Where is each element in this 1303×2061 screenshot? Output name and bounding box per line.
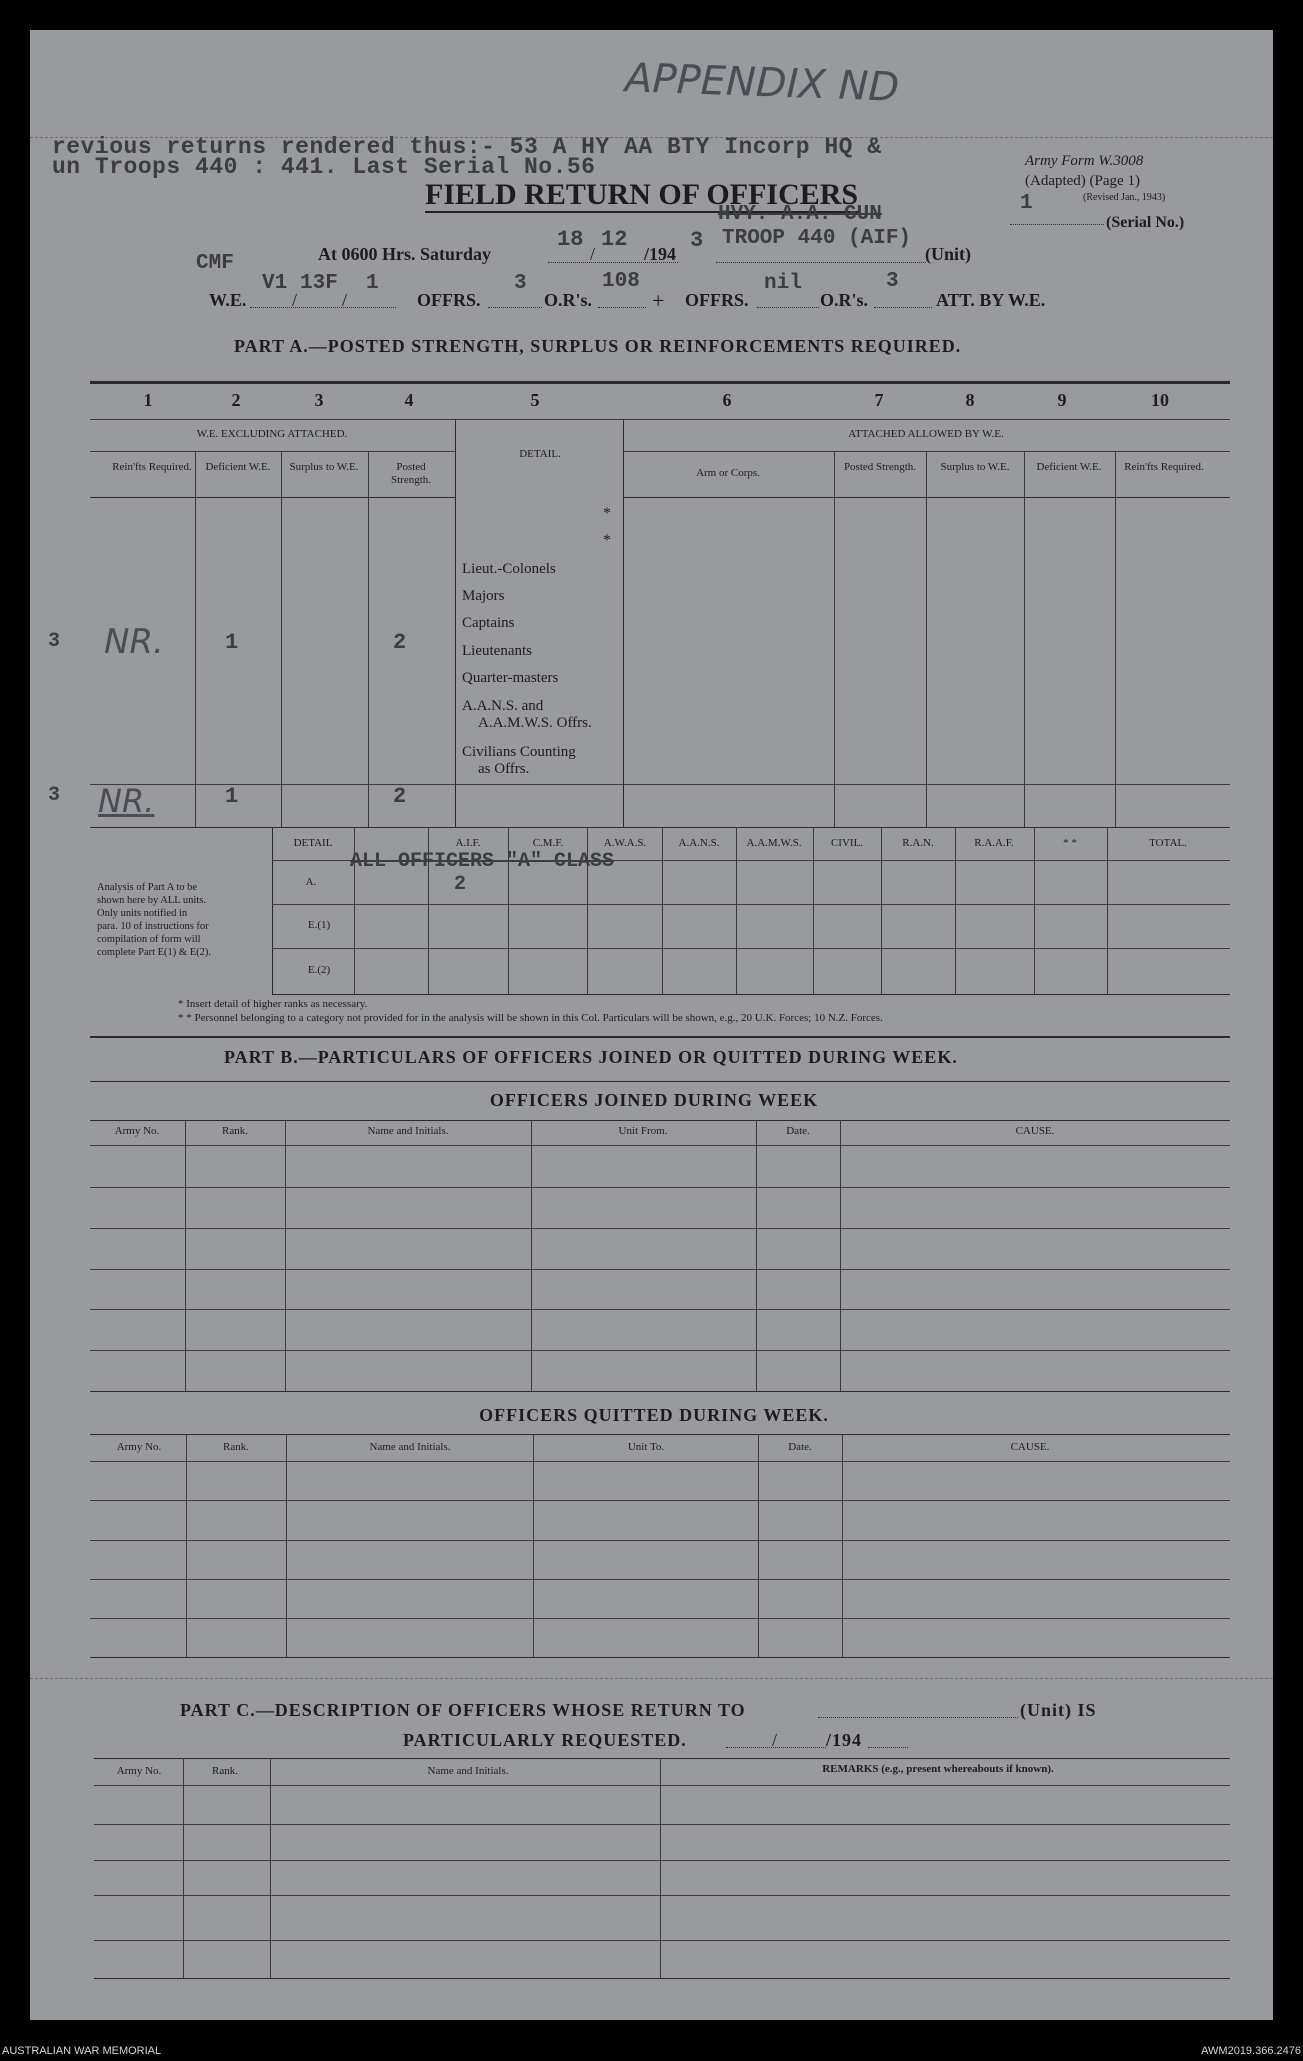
detail-head: DETAIL. [519,448,561,460]
part-c-head-remarks: REMARKS (e.g., present whereabouts if known). [822,1763,1054,1775]
analysis-head-aans: A.A.N.S. [678,837,720,849]
part-c-year: /194 [826,1730,863,1750]
head-att-reinfts: Rein'fts Required. [1124,461,1204,473]
col-number-9: 9 [1057,390,1067,410]
joined-bottom-rule [90,1391,1230,1392]
previous-returns-line-1: revious returns rendered thus:- 53 A HY AA BTY Incorp HQ & [52,134,882,160]
we-excluding-attached-head: W.E. EXCLUDING ATTACHED. [196,428,348,440]
col-number-6: 6 [722,390,732,410]
joined-head-date: Date. [786,1125,810,1137]
analysis-head-aamws: A.A.M.W.S. [746,837,802,849]
part-c-title: PART C.—DESCRIPTION OF OFFICERS WHOSE RETURN TO [180,1700,746,1720]
offrs2-dots [757,307,819,308]
joined-head-rank: Rank. [222,1125,248,1137]
year-digit: 3 [690,228,704,253]
year-label: /194 [644,244,677,264]
analysis-col-8 [881,827,882,994]
analysis-col-7 [813,827,814,994]
serial-label: (Serial No.) [1106,214,1185,231]
part-a-col-8-9 [1024,451,1025,827]
analysis-note-line-4: para. 10 of instructions for [97,921,209,932]
offrs2-label: OFFRS. [685,290,749,310]
we-dots [250,307,396,308]
quitted-header-rule [90,1461,1230,1462]
analysis-row-e1: E.(1) [307,919,331,931]
we-value-1: V1 [262,272,288,295]
head-att-posted-strength: Posted Strength. [843,461,917,473]
we-slash-1: / [292,290,298,310]
part-c-line-2: PARTICULARLY REQUESTED. [403,1730,687,1750]
analysis-head-ran: R.A.N. [902,837,934,849]
rank-majors: Majors [462,588,505,604]
part-c-row-2 [94,1860,1230,1861]
part-c-row-1 [94,1824,1230,1825]
head-att-surplus: Surplus to W.E. [940,461,1010,473]
joined-head-army-no: Army No. [114,1125,160,1137]
page-title: FIELD RETURN OF OFFICERS [425,178,859,211]
quitted-col-2 [286,1434,287,1657]
rank-aans: A.A.N.S. and [462,698,544,714]
part-a-col-7-8 [926,451,927,827]
part-c-head-rank: Rank. [212,1765,238,1777]
part-c-col-1 [183,1758,184,1978]
joined-col-4 [756,1120,757,1391]
total-deficient: 1 [225,784,239,809]
form-adapted-page: (Adapted) (Page 1) [1025,173,1140,189]
part-a-header-rule [90,497,455,498]
quitted-head-rank: Rank. [223,1441,249,1453]
quitted-head-unit-to: Unit To. [627,1441,665,1453]
quitted-row-1 [90,1500,1230,1501]
part-c-unit-dots [818,1717,1018,1718]
unit-dots [716,262,926,263]
officers-joined-title: OFFICERS JOINED DURING WEEK [489,1090,819,1110]
part-c-unit-is: (Unit) IS [1020,1700,1097,1720]
quitted-col-5 [842,1434,843,1657]
joined-head-name: Name and Initials. [367,1125,449,1137]
head-surplus-to-we: Surplus to W.E. [289,461,359,473]
analysis-head-cmf: C.M.F. [532,837,564,849]
analysis-col-10 [1034,827,1035,994]
quitted-head-name: Name and Initials. [369,1441,451,1453]
head-reinfts-required: Rein'fts Required. [112,461,192,473]
higher-rank-star-1: * [603,505,611,522]
part-a-col-3-4 [368,451,369,827]
quitted-head-date: Date. [788,1441,812,1453]
footer-left-credit: AUSTRALIAN WAR MEMORIAL [2,2045,162,2057]
part-b-title-rule [90,1081,1230,1082]
analysis-head-total: TOTAL. [1149,837,1187,849]
head-posted-strength: Posted Strength. [390,461,432,486]
footer-right-accession: AWM2019.366.2476 [1201,2045,1301,2057]
ors2-dots [874,307,932,308]
joined-head-unit-from: Unit From. [618,1125,668,1137]
analysis-col-5 [662,827,663,994]
part-a-col-6-7 [834,451,835,827]
footnote-higher-ranks: * Insert detail of higher ranks as necessary. [178,998,368,1010]
form-sheet [30,30,1273,2020]
at-hours-label: At 0600 Hrs. Saturday [318,244,492,264]
we-value-3: 1 [366,272,379,295]
part-a-title: PART A.—POSTED STRENGTH, SURPLUS OR REINFORCEMENTS REQUIRED. [234,336,962,356]
joined-col-5 [840,1120,841,1391]
offrs2-value: nil [764,272,802,295]
ors2-value: 3 [886,270,899,293]
analysis-head-raaf: R.A.A.F. [974,837,1014,849]
analysis-left-edge [272,827,273,994]
analysis-aif-value: 2 [454,873,467,896]
quitted-col-3 [533,1434,534,1657]
part-a-col-2-3 [281,451,282,827]
joined-row-1 [90,1187,1230,1188]
part-c-head-name: Name and Initials. [427,1765,509,1777]
rank-civilians: Civilians Counting [462,744,576,760]
head-arm-or-corps: Arm or Corps. [696,467,760,479]
analysis-note-line-3: Only units notified in [97,908,188,919]
rank-lieut-colonels: Lieut.-Colonels [462,561,556,577]
analysis-note-line-5: compilation of form will [97,934,201,945]
analysis-bottom-rule [272,994,1230,995]
part-a-total-rule [90,784,1230,785]
part-a-col-4-5 [455,419,456,827]
part-c-row-4 [94,1940,1230,1941]
head-deficient-we: Deficient W.E. [205,461,271,473]
analysis-head-detail: DETAIL [293,837,333,849]
part-c-col-2 [270,1758,271,1978]
joined-row-3 [90,1269,1230,1270]
appendix-handwriting: APPENDIX ND [624,55,900,111]
analysis-row-a: A. [305,876,317,888]
analysis-row-e1-rule [272,948,1230,949]
offrs-value: 3 [514,272,527,295]
joined-row-5 [90,1350,1230,1351]
total-reinfts-nr: NR. [98,782,155,820]
col-number-5: 5 [530,390,540,410]
ors-dots [598,307,646,308]
attached-allowed-head: ATTACHED ALLOWED BY W.E. [848,428,1004,440]
offrs-label: OFFRS. [417,290,481,310]
serial-number-dots [1010,224,1104,225]
analysis-col-11 [1107,827,1108,994]
quitted-head-army-no: Army No. [116,1441,162,1453]
part-a-col-5-6 [623,419,624,827]
plus-sign: + [652,288,665,313]
analysis-head-awas: A.W.A.S. [603,837,647,849]
unit-value: TROOP 440 (AIF) [722,227,912,250]
analysis-row-a-rule [272,904,1230,905]
we-label: W.E. [209,290,247,310]
part-c-bottom-rule [94,1978,1230,1979]
form-revised: (Revised Jan., 1943) [1083,192,1166,203]
joined-col-1 [185,1120,186,1391]
date-month: 12 [601,227,628,252]
analysis-head-other: * * [1063,837,1077,849]
part-c-row-3 [94,1895,1230,1896]
date-day: 18 [557,227,584,252]
higher-rank-star-2: * [603,532,611,549]
lieutenants-reinfts-nr: NR. [104,622,164,662]
joined-col-3 [531,1120,532,1391]
col-number-7: 7 [874,390,884,410]
ors-value: 108 [602,270,640,293]
ors2-label: O.R's. [820,290,869,310]
rank-captains: Captains [462,615,515,631]
analysis-head-civil: CIVIL. [830,837,864,849]
serial-number-value: 1 [1020,192,1033,215]
col-number-2: 2 [231,390,241,410]
total-margin-value: 3 [48,784,61,807]
analysis-note-line-1: Analysis of Part A to be [97,882,198,893]
quitted-row-4 [90,1618,1230,1619]
cmf-annotation: CMF [196,252,234,275]
we-value-2: 13F [300,272,338,295]
analysis-note-line-6: complete Part E(1) & E(2). [97,947,212,958]
analysis-note [97,881,211,959]
joined-col-2 [285,1120,286,1391]
previous-returns-line-2: un Troops 440 : 441. Last Serial No.56 [52,154,596,180]
col-number-3: 3 [314,390,324,410]
offrs-dots [488,307,542,308]
rank-aamws: A.A.M.W.S. Offrs. [478,715,592,731]
part-c-top-rule [94,1758,1230,1759]
quitted-col-1 [186,1434,187,1657]
col-number-8: 8 [965,390,975,410]
total-posted: 2 [393,784,407,809]
joined-row-4 [90,1309,1230,1310]
fold-line-bottom [30,1678,1273,1679]
analysis-footnote-rule [90,1036,1230,1038]
analysis-col-9 [955,827,956,994]
part-a-bottom-rule [90,827,1230,828]
date-slash: / [590,244,596,264]
unit-label: (Unit) [925,244,971,264]
quitted-bottom-rule [90,1657,1230,1658]
analysis-note-line-2: shown here by ALL units. [97,895,206,906]
all-officers-a-class: ALL OFFICERS "A" CLASS [350,850,615,873]
part-c-year-dots [868,1747,908,1748]
part-c-col-3 [660,1758,661,1978]
unit-struck-text: HVY. A.A. GUN [718,203,882,226]
part-c-header-rule [94,1785,1230,1786]
officers-quitted-title: OFFICERS QUITTED DURING WEEK. [479,1405,829,1425]
part-a-numbers-rule [90,419,1230,420]
part-a-col-1-2 [195,451,196,827]
analysis-col-6 [736,827,737,994]
part-a-top-rule [90,381,1230,384]
footnote-other-personnel: * * Personnel belonging to a category not provided for in the analysis will be shown in this Col. Particulars will be shown, e.g., 20 U.K. Forces; 10 N.Z. Forces. [178,1012,883,1024]
quitted-top-rule [90,1434,1230,1435]
joined-row-2 [90,1228,1230,1229]
part-c-date-slash: / [772,1730,778,1750]
part-b-title: PART B.—PARTICULARS OF OFFICERS JOINED OR QUITTED DURING WEEK. [224,1047,958,1067]
we-slash-2: / [342,290,348,310]
joined-header-rule [90,1145,1230,1146]
joined-head-cause: CAUSE. [1015,1125,1055,1137]
head-att-deficient: Deficient W.E. [1036,461,1102,473]
quitted-row-2 [90,1540,1230,1541]
part-a-col-9-10 [1115,451,1116,827]
col-number-10: 10 [1151,390,1169,410]
joined-top-rule [90,1120,1230,1121]
col-number-4: 4 [404,390,414,410]
army-form-number: Army Form W.3008 [1025,153,1144,169]
quitted-col-4 [758,1434,759,1657]
quitted-head-cause: CAUSE. [1010,1441,1050,1453]
ors-label: O.R's. [544,290,593,310]
analysis-row-e2: E.(2) [307,964,331,976]
lieutenants-deficient: 1 [225,630,239,655]
analysis-head-aif: A.I.F. [455,837,481,849]
lieutenants-posted: 2 [393,630,407,655]
rank-as-offrs: as Offrs. [478,761,530,777]
att-by-we-label: ATT. BY W.E. [936,290,1046,310]
part-c-head-army-no: Army No. [116,1765,162,1777]
lieutenants-margin-value: 3 [48,630,61,653]
quitted-row-3 [90,1579,1230,1580]
part-a-subhead-rule [90,451,455,452]
col-number-1: 1 [143,390,153,410]
rank-quarter-masters: Quarter-masters [462,670,559,686]
rank-lieutenants: Lieutenants [462,643,532,659]
